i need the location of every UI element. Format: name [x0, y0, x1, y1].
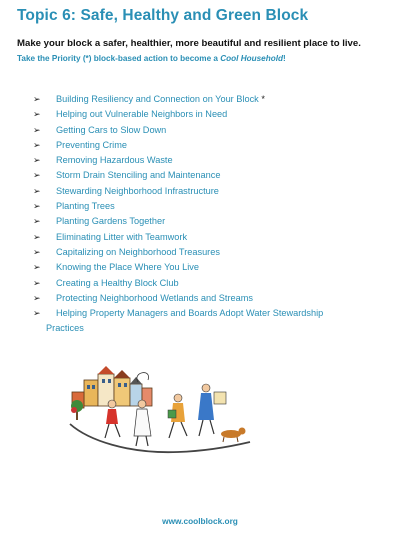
- arrow-bullet-icon: ➢: [33, 246, 41, 257]
- arrow-bullet-icon: ➢: [33, 262, 41, 273]
- footer-link[interactable]: www.coolblock.org: [162, 516, 238, 526]
- list-item: [33, 168, 373, 183]
- list-item-label: Getting Cars to Slow Down: [56, 124, 167, 135]
- list-item: [33, 138, 373, 153]
- arrow-bullet-icon: ➢: [33, 109, 41, 120]
- list-item-continuation: Practices: [46, 323, 84, 334]
- list-item-label: Planting Trees: [56, 201, 115, 212]
- page-subtitle: Make your block a safer, healthier, more beautiful and resilient place to live.: [17, 38, 361, 49]
- list-item: [33, 107, 373, 122]
- list-item-label: Helping Property Managers and Boards Adopt Water Stewardship: [56, 308, 324, 319]
- person-blue: [198, 384, 226, 436]
- page-title: Topic 6: Safe, Healthy and Green Block: [17, 7, 309, 24]
- action-list: [33, 92, 373, 337]
- list-item-label: Stewarding Neighborhood Infrastructure: [56, 185, 219, 196]
- list-item-label: Helping out Vulnerable Neighbors in Need: [56, 109, 228, 120]
- list-item: [33, 230, 373, 245]
- arrow-bullet-icon: ➢: [33, 170, 41, 181]
- list-item-label: Planting Gardens Together: [56, 216, 166, 227]
- dog: [221, 428, 246, 443]
- priority-suffix: !: [283, 54, 286, 63]
- neighbors-on-street-illustration: [68, 362, 253, 472]
- list-item-label: Eliminating Litter with Teamwork: [56, 231, 188, 242]
- list-item: [33, 276, 373, 291]
- list-item: [33, 153, 373, 168]
- arrow-bullet-icon: ➢: [33, 155, 41, 166]
- priority-prefix: Take the Priority (*) block-based action to become a: [17, 54, 221, 63]
- list-item-label: Knowing the Place Where You Live: [56, 262, 200, 273]
- arrow-bullet-icon: ➢: [33, 201, 41, 212]
- illustration-drawing: [68, 362, 253, 472]
- list-item: [33, 199, 373, 214]
- arrow-bullet-icon: ➢: [33, 185, 41, 196]
- list-item-label: Storm Drain Stenciling and Maintenance: [56, 170, 221, 181]
- arrow-bullet-icon: ➢: [33, 139, 41, 150]
- road-line: [70, 424, 250, 452]
- arrow-bullet-icon: ➢: [33, 216, 41, 227]
- list-item: [33, 291, 373, 306]
- list-item: [33, 123, 373, 138]
- arrow-bullet-icon: ➢: [33, 277, 41, 288]
- arrow-bullet-icon: ➢: [33, 124, 41, 135]
- list-item-label: Protecting Neighborhood Wetlands and Streams: [56, 292, 253, 303]
- list-item: [33, 260, 373, 275]
- arrow-bullet-icon: ➢: [33, 292, 41, 303]
- list-item-label: Creating a Healthy Block Club: [56, 277, 179, 288]
- arrow-bullet-icon: ➢: [33, 308, 41, 319]
- list-item: [33, 306, 373, 337]
- list-item: [33, 245, 373, 260]
- list-item-label: Building Resiliency and Connection on Your Block: [56, 94, 259, 104]
- list-item: [33, 184, 373, 199]
- tree: [71, 400, 83, 420]
- list-item-label: Capitalizing on Neighborhood Treasures: [56, 246, 220, 257]
- list-item: [33, 214, 373, 229]
- arrow-bullet-icon: ➢: [33, 94, 41, 104]
- list-item-label: Removing Hazardous Waste: [56, 155, 173, 166]
- list-item-label: Preventing Crime: [56, 139, 127, 150]
- priority-note: [17, 54, 286, 63]
- priority-star: *: [258, 94, 265, 104]
- arrow-bullet-icon: ➢: [33, 231, 41, 242]
- priority-emphasis: Cool Household: [220, 54, 283, 63]
- person-green: [168, 394, 187, 438]
- list-item: [33, 92, 373, 107]
